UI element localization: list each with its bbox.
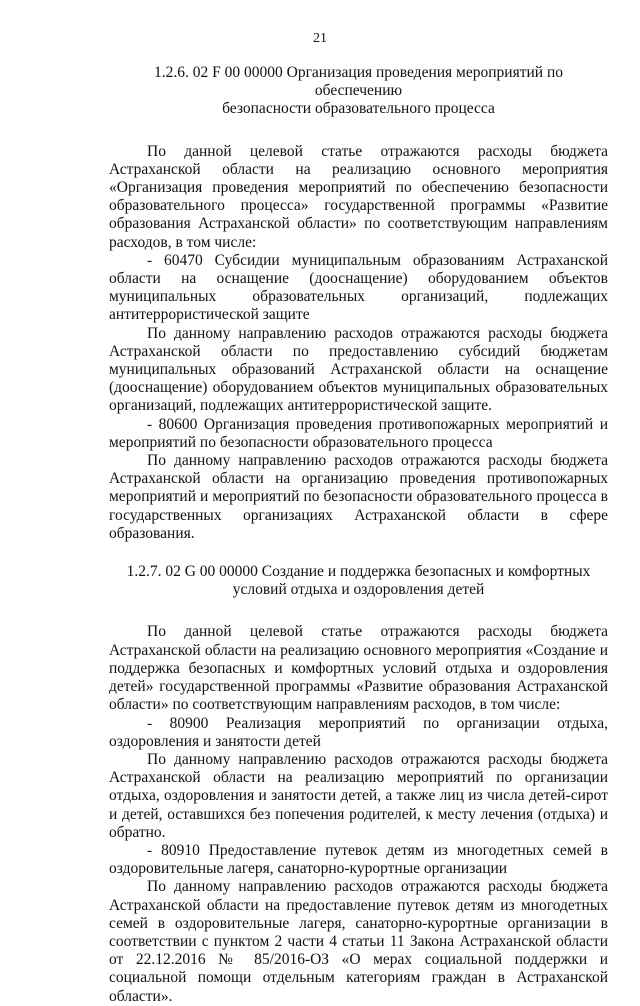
section-heading-1-2-6 [109,64,608,119]
heading-line: безопасности образовательного процесса [222,100,495,118]
section-heading-1-2-7 [109,563,608,599]
page-number: 21 [313,31,327,46]
paragraph: - 60470 Субсидии муниципальным образованиям Астраханской области на оснащение (дооснащение) оборудованием объектов муниципальных образовательных организаций, подлежащих антитеррористической защите [109,251,608,324]
paragraph: По данному направлению расходов отражаются расходы бюджета Астраханской области на организацию проведения противопожарных мероприятий и мероприятий по безопасности образовательного процесса в государственных организациях Астраханской области в сфере образования. [109,452,608,542]
paragraph: - 80910 Предоставление путевок детям из многодетных семей в оздоровительные лагеря, санаторно-курортные организации [109,841,608,878]
paragraph: По данному направлению расходов отражаются расходы бюджета Астраханской области по предоставлению субсидий бюджетам муниципальных образований Астраханской области на оснащение (дооснащение) оборудованием объектов муниципальных образовательных организаций, подлежащих антитеррористической защите. [109,324,608,415]
paragraph: По данной целевой статье отражаются расходы бюджета Астраханской области на реализацию основного мероприятия «Создание и поддержка безопасных и комфортных условий отдыха и оздоровления детей» государственной программы «Развитие образования Астраханской области» по соответствующим направлениям расходов, в том числе: [109,623,608,714]
paragraph: По данному направлению расходов отражаются расходы бюджета Астраханской области на предоставление путевок детям из многодетных семей в оздоровительные лагеря, санаторно-курортные организации в соответствии с пунктом 2 части 4 статьи 11 Закона Астраханской области от 22.12.2016 № 85/2016-ОЗ «О мерах социальной поддержки и социальной помощи отдельным категориям граждан в Астраханской области». [109,878,608,1005]
paragraph: - 80600 Организация проведения противопожарных мероприятий и мероприятий по безопасности образовательного процесса [109,415,608,451]
heading-line: 1.2.6. 02 F 00 00000 Организация проведения мероприятий по обеспечению [154,64,563,100]
heading-line: условий отдыха и оздоровления детей [232,581,485,599]
paragraph: По данному направлению расходов отражаются расходы бюджета Астраханской области на реализацию мероприятий по организации отдыха, оздоровления и занятости детей, а также лиц из числа детей-сирот и детей, оставшихся без попечения родителей, к месту лечения (отдыха) и обратно. [109,750,608,841]
heading-line: 1.2.7. 02 G 00 00000 Создание и поддержка безопасных и комфортных [126,563,591,581]
paragraph: По данной целевой статье отражаются расходы бюджета Астраханской области на реализацию основного мероприятия «Организация проведения мероприятий по обеспечению безопасности образовательного процесса» государственной программы «Развитие образования Астраханской области» по соответствующим направлениям расходов, в том числе: [109,142,608,251]
paragraph: - 80900 Реализация мероприятий по организации отдыха, оздоровления и занятости детей [109,714,608,750]
document-body [109,64,608,1006]
